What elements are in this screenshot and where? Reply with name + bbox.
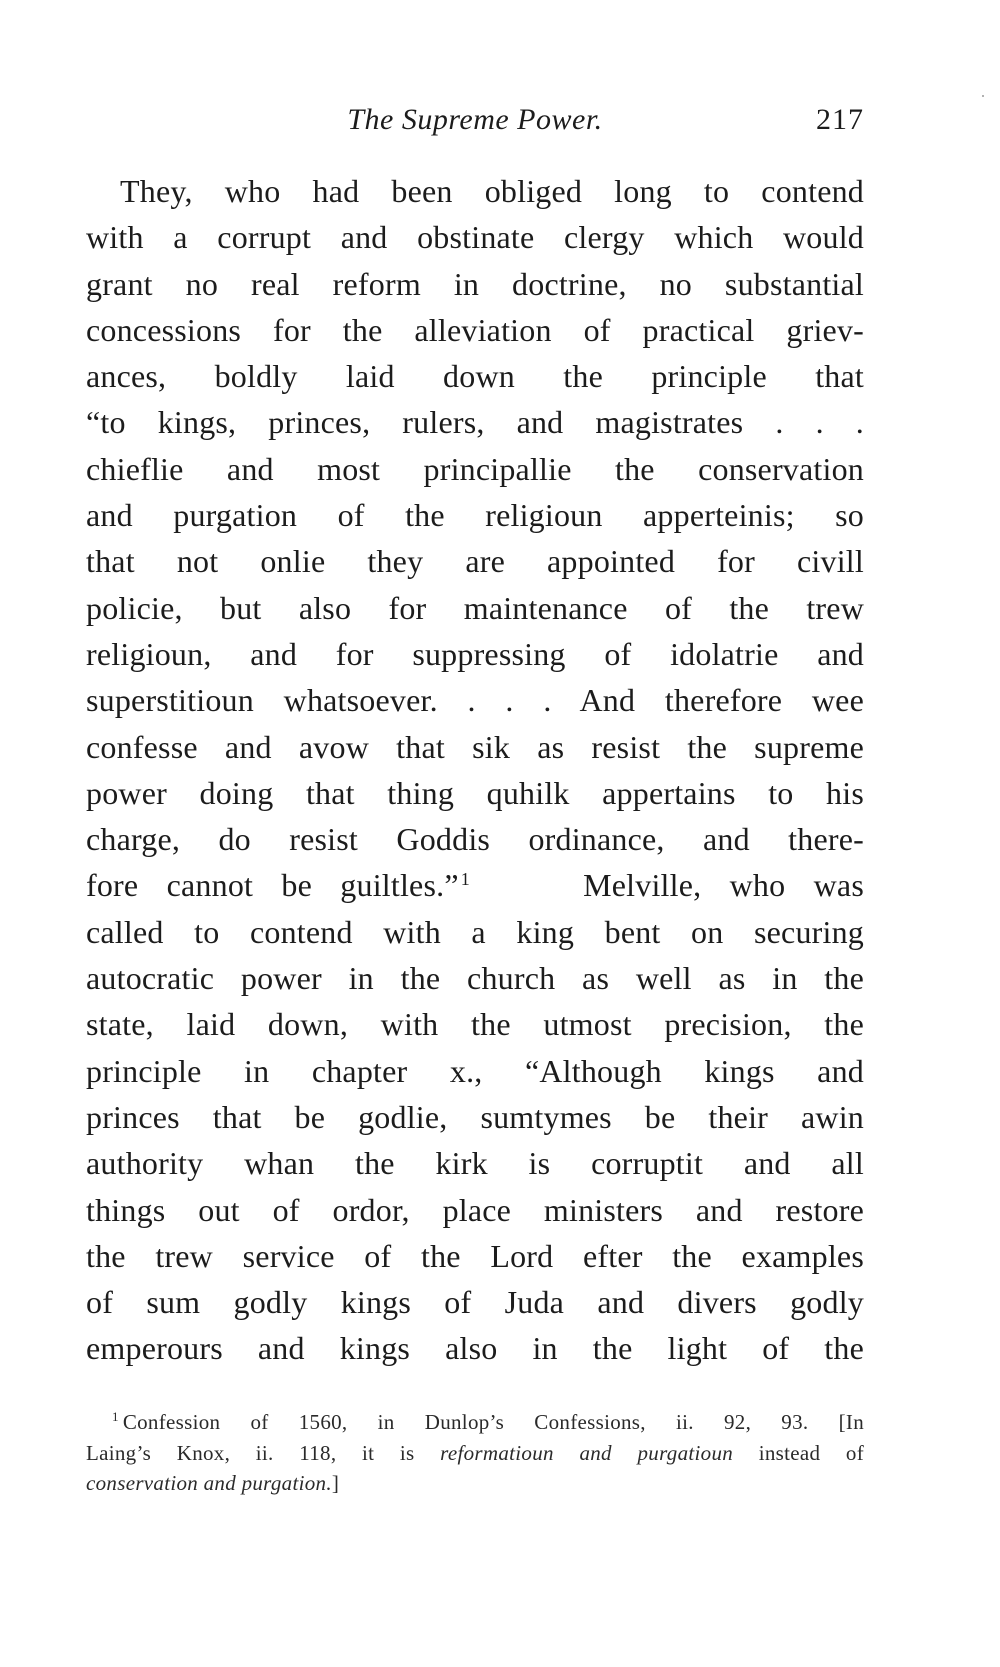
running-title: The Supreme Power. — [347, 103, 603, 136]
text-line: charge, do resist Goddis ordinance, and there- — [86, 821, 864, 858]
page-number: 217 — [816, 103, 864, 136]
footnote-text: Laing’s Knox, ii. 118, it is — [86, 1440, 441, 1465]
scan-speck — [982, 95, 984, 97]
text-line: autocratic power in the church as well as in the — [86, 960, 864, 997]
text-line: confesse and avow that sik as resist the supreme — [86, 728, 864, 765]
text-line: the trew service of the Lord efter the examples — [86, 1237, 864, 1274]
footnote-text: instead of — [733, 1440, 865, 1465]
footnote — [86, 1407, 864, 1499]
text-line: authority whan the kirk is corruptit and all — [86, 1145, 864, 1182]
text-line: things out of ordor, place ministers and restore — [86, 1191, 864, 1228]
text-line: emperours and kings also in the light of the — [86, 1330, 864, 1367]
footnote-text: ] — [331, 1471, 340, 1495]
text-line-with-footnote-ref — [86, 862, 864, 908]
footnote-marker: 1 — [112, 1409, 119, 1424]
text-line: religioun, and for suppressing of idolatrie and — [86, 635, 864, 672]
text-line: principle in chapter x., “Although kings and — [86, 1052, 864, 1089]
footnote-line — [86, 1468, 864, 1499]
text-line: and purgation of the religioun apperteinis; so — [86, 497, 864, 534]
footnote-line — [86, 1438, 864, 1469]
body-paragraph — [86, 168, 864, 1372]
text-line: ances, boldly laid down the principle that — [86, 358, 864, 395]
running-head — [86, 98, 864, 142]
text-line: with a corrupt and obstinate clergy which would — [86, 219, 864, 256]
text-line: state, laid down, with the utmost precision, the — [86, 1006, 864, 1043]
quote-end-text: fore cannot be guiltles.” — [86, 867, 459, 904]
text-line: “to kings, princes, rulers, and magistrates . . . — [86, 404, 864, 441]
melville-text: Melville, who was — [583, 867, 864, 904]
text-line: princes that be godlie, sumtymes be their awin — [86, 1098, 864, 1135]
text-line: superstitioun whatsoever. . . . And therefore wee — [86, 682, 864, 719]
footnote-reference[interactable]: 1 — [460, 868, 470, 889]
text-line: They, who had been obliged long to contend — [120, 173, 864, 209]
text-line: of sum godly kings of Juda and divers godly — [86, 1284, 864, 1321]
text-line: grant no real reform in doctrine, no substantial — [86, 265, 864, 302]
text-line: called to contend with a king bent on securing — [86, 913, 864, 950]
text-line: policie, but also for maintenance of the trew — [86, 589, 864, 626]
footnote-italic-text: reformatioun and purgatioun — [440, 1440, 734, 1465]
footnote-italic-text: conservation and purgation. — [86, 1471, 332, 1495]
footnote-line — [86, 1407, 864, 1438]
text-line: chieflie and most principallie the conservation — [86, 450, 864, 487]
text-line: power doing that thing quhilk appertains to his — [86, 774, 864, 811]
footnote-text: Confession of 1560, in Dunlop’s Confessions, ii. 92, 93. [In — [122, 1410, 864, 1434]
text-line: that not onlie they are appointed for civill — [86, 543, 864, 580]
text-line: concessions for the alleviation of practical griev- — [86, 311, 864, 348]
